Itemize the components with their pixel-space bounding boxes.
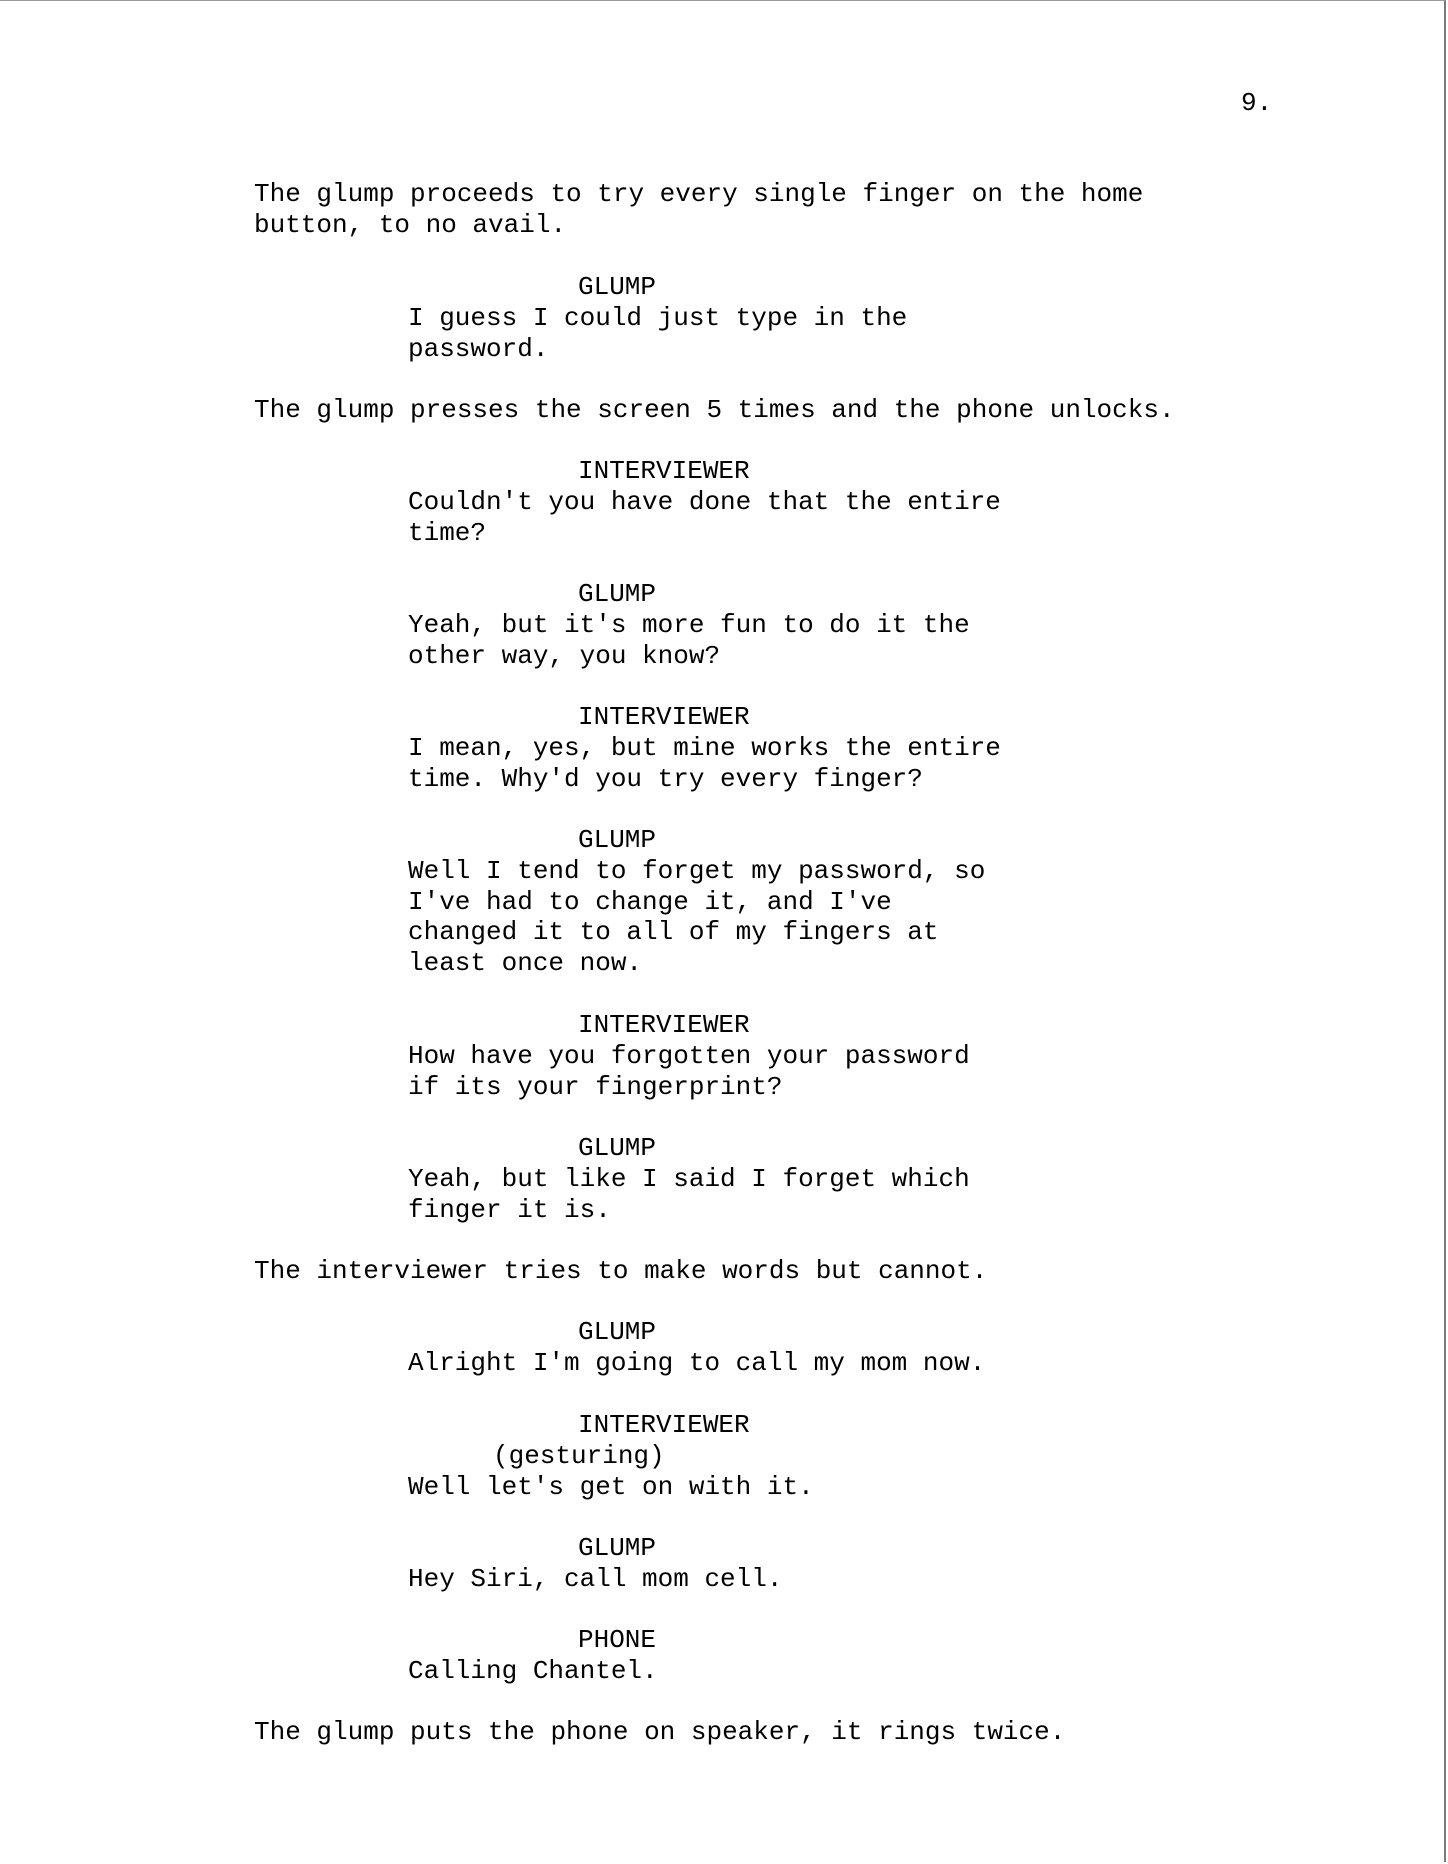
action-line: The glump presses the screen 5 times and the phone unlocks. [254,395,1175,425]
dialogue-line: Calling Chantel. [408,1656,658,1686]
character-name: GLUMP [578,272,657,302]
action-line: The interviewer tries to make words but cannot. [254,1256,988,1286]
dialogue-line: Couldn't you have done that the entire [408,487,1001,517]
character-name: INTERVIEWER [578,456,750,486]
character-name: GLUMP [578,579,657,609]
page-number: 9. [1241,88,1273,118]
dialogue-line: changed it to all of my fingers at [408,917,939,947]
parenthetical: (gesturing) [493,1441,665,1471]
character-name: INTERVIEWER [578,702,750,732]
dialogue-line: Well let's get on with it. [408,1472,814,1502]
dialogue-line: Hey Siri, call mom cell. [408,1564,783,1594]
dialogue-line: I guess I could just type in the [408,303,908,333]
dialogue-line: Alright I'm going to call my mom now. [408,1348,986,1378]
character-name: INTERVIEWER [578,1010,750,1040]
dialogue-line: Yeah, but like I said I forget which [408,1164,970,1194]
dialogue-line: time. Why'd you try every finger? [408,764,923,794]
dialogue-line: password. [408,334,549,364]
action-line: The glump proceeds to try every single finger on the home [254,179,1144,209]
dialogue-line: Yeah, but it's more fun to do it the [408,610,970,640]
dialogue-line: time? [408,518,487,548]
dialogue-line: Well I tend to forget my password, so [408,856,986,886]
character-name: INTERVIEWER [578,1410,750,1440]
dialogue-line: How have you forgotten your password [408,1041,970,1071]
dialogue-line: I've had to change it, and I've [408,887,892,917]
action-line: The glump puts the phone on speaker, it rings twice. [254,1717,1066,1747]
character-name: PHONE [578,1625,657,1655]
dialogue-line: I mean, yes, but mine works the entire [408,733,1001,763]
character-name: GLUMP [578,1533,657,1563]
dialogue-line: finger it is. [408,1195,611,1225]
dialogue-line: if its your fingerprint? [408,1072,783,1102]
character-name: GLUMP [578,825,657,855]
action-line: button, to no avail. [254,210,567,240]
character-name: GLUMP [578,1317,657,1347]
dialogue-line: least once now. [408,948,643,978]
dialogue-line: other way, you know? [408,641,721,671]
character-name: GLUMP [578,1133,657,1163]
